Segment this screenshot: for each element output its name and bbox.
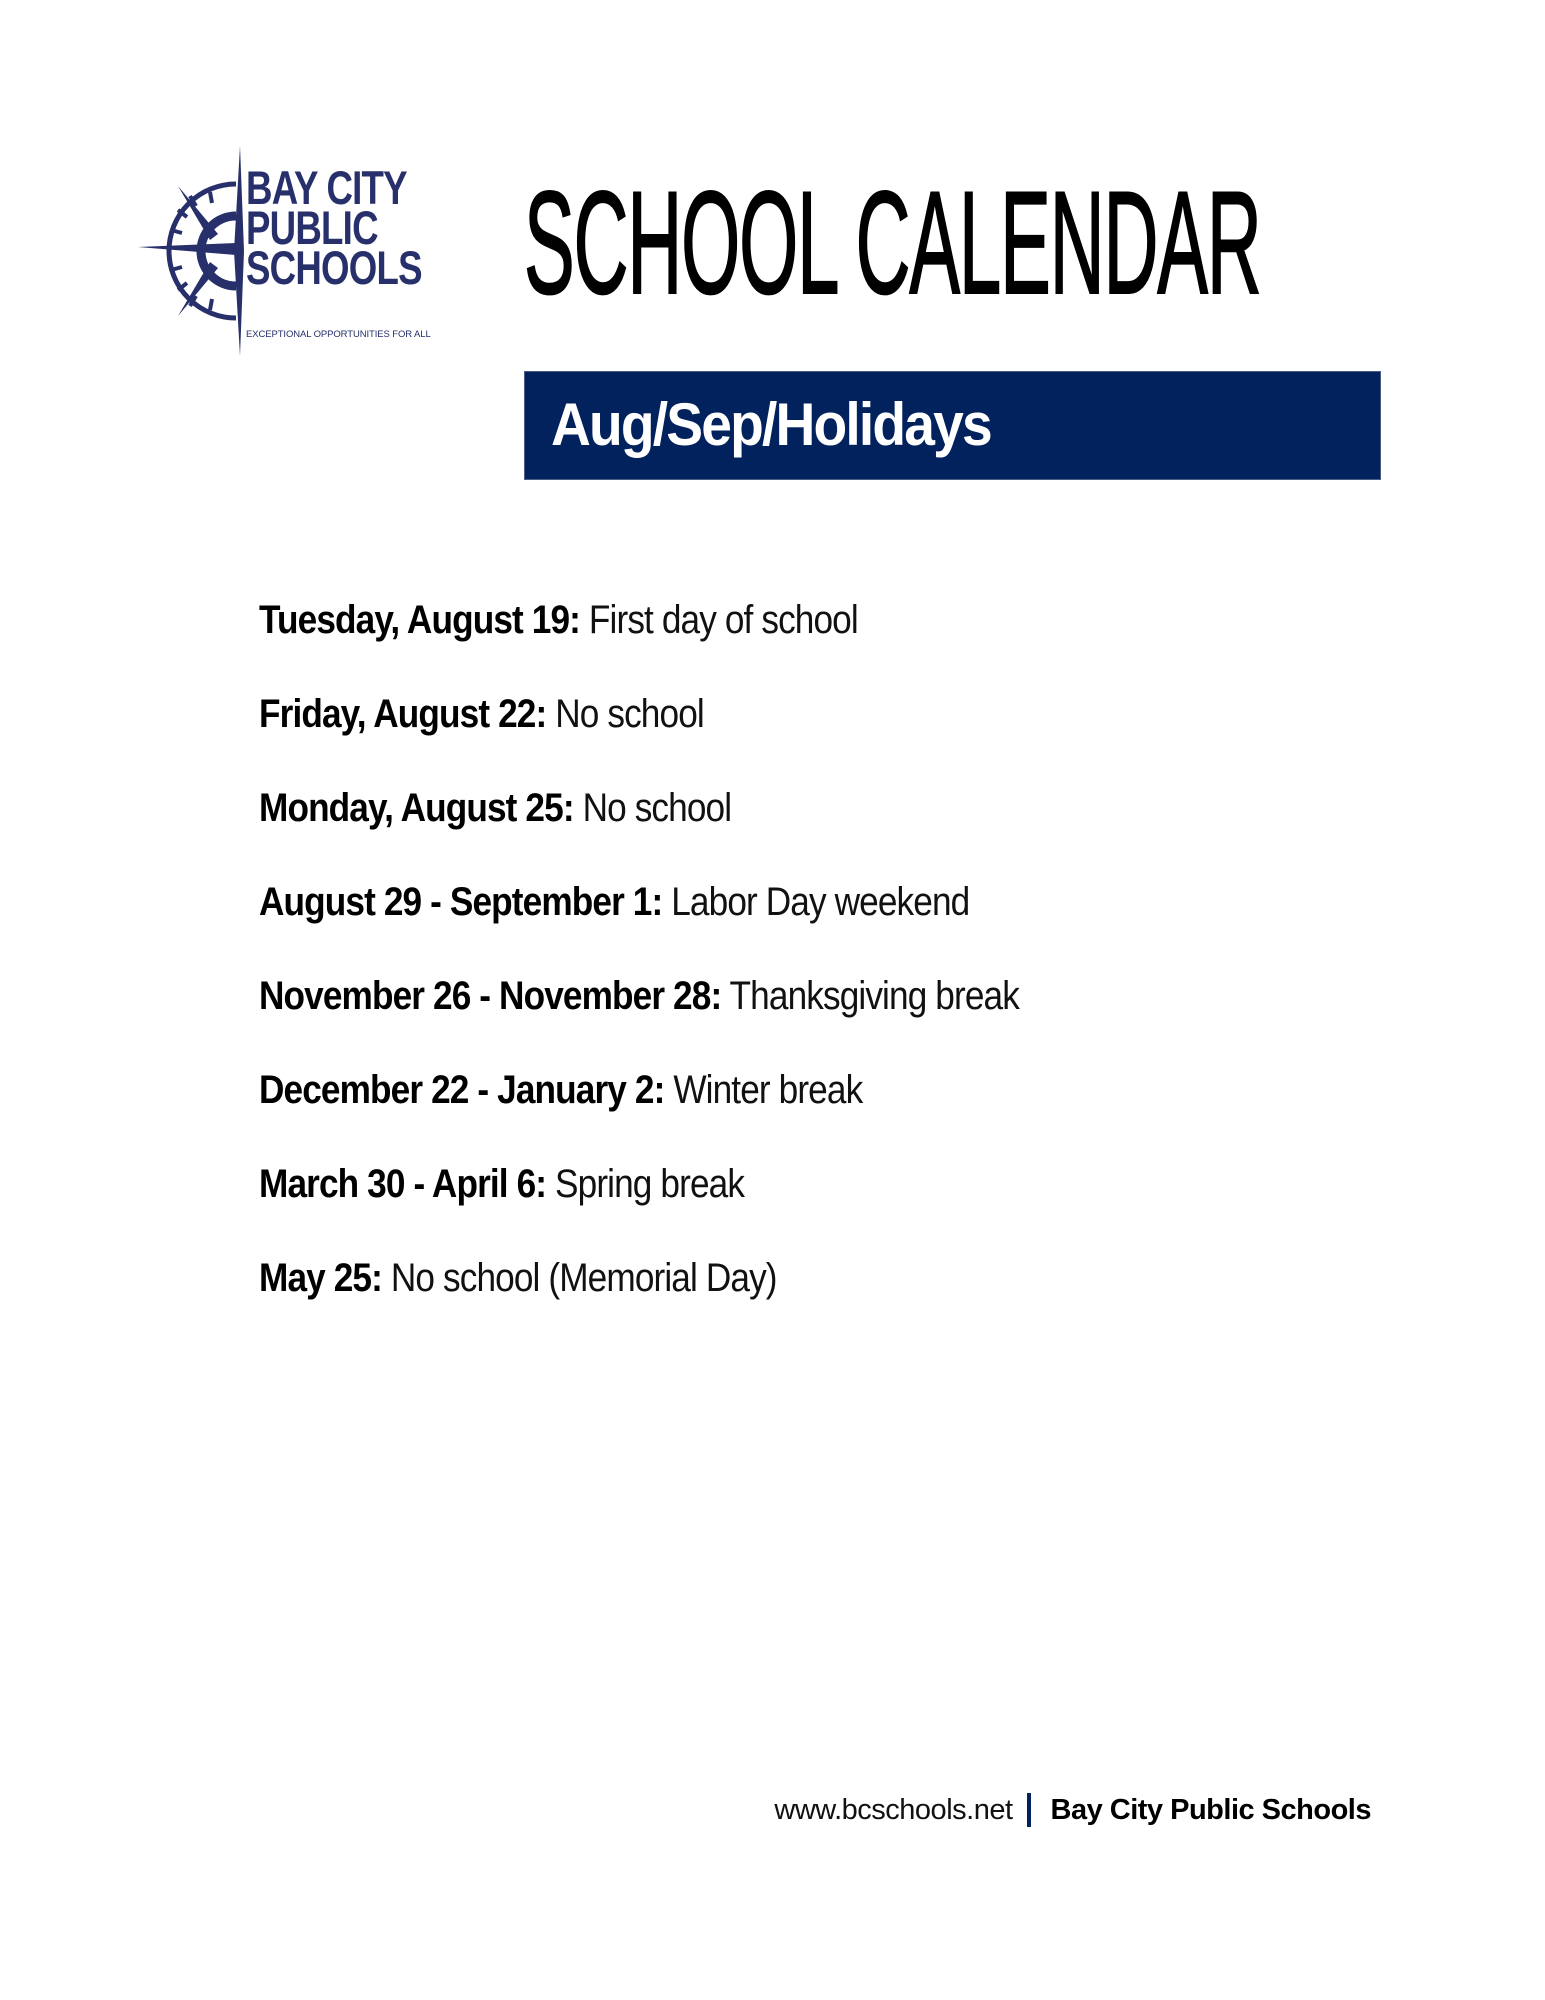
event-item bbox=[259, 1060, 1123, 1154]
website-link[interactable]: www.bcschools.net bbox=[774, 1793, 1013, 1826]
event-description: Winter break bbox=[673, 1068, 863, 1112]
compass-icon bbox=[138, 146, 248, 356]
logo-wordmark bbox=[246, 161, 422, 294]
event-date: March 30 - April 6: bbox=[259, 1162, 547, 1206]
footer bbox=[774, 1793, 1371, 1827]
event-date: Friday, August 22: bbox=[259, 692, 547, 736]
section-banner-label: Aug/Sep/Holidays bbox=[551, 391, 991, 458]
footer-separator bbox=[1027, 1793, 1031, 1827]
logo-line-3: SCHOOLS bbox=[246, 241, 422, 294]
logo-line-2: PUBLIC bbox=[246, 201, 378, 254]
event-date: Monday, August 25: bbox=[259, 786, 574, 830]
section-banner bbox=[524, 371, 1381, 480]
event-description: No school bbox=[555, 692, 704, 736]
event-item bbox=[259, 1248, 1123, 1342]
district-logo bbox=[138, 146, 431, 356]
event-date: December 22 - January 2: bbox=[259, 1068, 665, 1112]
event-description: No school bbox=[582, 786, 732, 830]
event-item bbox=[259, 778, 1123, 872]
event-date: Tuesday, August 19: bbox=[259, 598, 581, 642]
page-title: SCHOOL CALENDAR bbox=[524, 161, 1261, 324]
footer-organization: Bay City Public Schools bbox=[1050, 1793, 1371, 1826]
event-item bbox=[259, 1154, 1123, 1248]
event-date: August 29 - September 1: bbox=[259, 880, 663, 924]
logo-tagline: EXCEPTIONAL OPPORTUNITIES FOR ALL bbox=[246, 329, 431, 340]
event-list bbox=[259, 590, 1123, 1342]
event-item bbox=[259, 684, 1123, 778]
event-date: May 25: bbox=[259, 1256, 382, 1300]
event-item bbox=[259, 590, 1123, 684]
event-description: First day of school bbox=[588, 598, 858, 642]
event-description: Thanksgiving break bbox=[729, 974, 1019, 1018]
event-description: Labor Day weekend bbox=[671, 880, 970, 924]
logo-line-1: BAY CITY bbox=[246, 161, 407, 214]
event-date: November 26 - November 28: bbox=[259, 974, 722, 1018]
event-item bbox=[259, 966, 1123, 1060]
event-item bbox=[259, 872, 1123, 966]
event-description: Spring break bbox=[555, 1162, 745, 1206]
event-description: No school (Memorial Day) bbox=[390, 1256, 777, 1300]
